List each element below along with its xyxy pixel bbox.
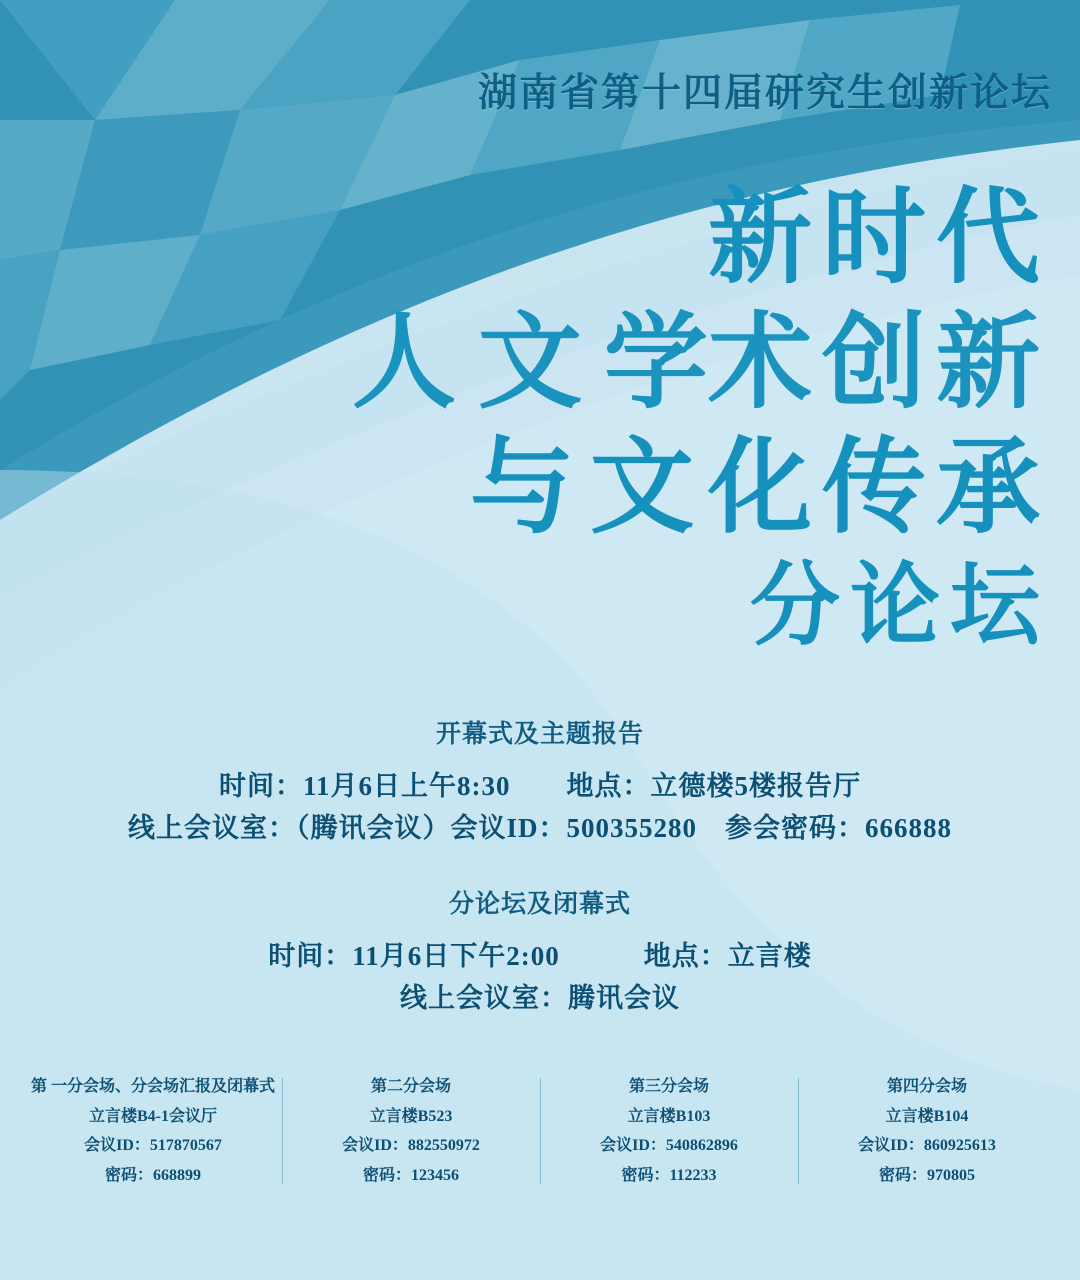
session-list [0,714,1080,1053]
venue-name: 第 一分会场、分会场汇报及闭幕式 [30,1078,275,1095]
venue-meeting-id: 会议ID：540862896 [600,1137,738,1155]
venue-column-2 [282,1072,540,1190]
venue-password: 密码：668899 [104,1166,201,1184]
venue-column-3 [540,1072,798,1190]
venue-password: 密码：970805 [878,1166,975,1184]
theme-line-4: 分论坛 [750,552,1050,658]
venue-name: 第三分会场 [628,1078,709,1095]
session-opening [0,714,1080,850]
theme-heading [0,175,1080,665]
session-row-time-place: 时间：11月6日上午8:30 地点：立德楼5楼报告厅 [218,771,861,801]
theme-line-1: 新时代 [707,175,1050,298]
venue-column-1 [24,1072,282,1190]
venue-room: 立言楼B523 [369,1107,453,1125]
venue-name: 第二分会场 [370,1078,451,1095]
theme-line-3-left: 与文 [470,425,711,548]
venue-room: 立言楼B103 [627,1107,711,1125]
session-title: 分论坛及闭幕式 [448,890,631,918]
venue-room: 立言楼B104 [885,1107,969,1125]
theme-line-2-left: 人文学 [352,300,731,423]
venue-column-4 [798,1072,1056,1190]
page-title: 湖南省第十四届研究生创新论坛 [477,70,1052,116]
venue-meeting-id: 会议ID：517870567 [84,1137,222,1155]
session-row-online: 线上会议室：（腾讯会议）会议ID：500355280 参会密码：666888 [127,812,952,843]
venue-room: 立言楼B4-1会议厅 [88,1107,217,1125]
theme-line-2-right: 术创新 [707,300,1050,423]
venue-columns [0,1072,1080,1190]
venue-name: 第四分会场 [886,1078,967,1095]
venue-meeting-id: 会议ID：860925613 [858,1137,996,1155]
venue-password: 密码：123456 [362,1166,459,1184]
theme-line-3-right: 化传承 [707,425,1050,548]
session-closing [0,884,1080,1020]
venue-password: 密码：112233 [621,1166,717,1184]
session-row-online: 线上会议室：腾讯会议 [400,982,680,1013]
session-title: 开幕式及主题报告 [435,721,644,748]
session-row-time-place: 时间：11月6日下午2:00 地点：立言楼 [268,940,812,971]
venue-meeting-id: 会议ID：882550972 [342,1137,480,1155]
